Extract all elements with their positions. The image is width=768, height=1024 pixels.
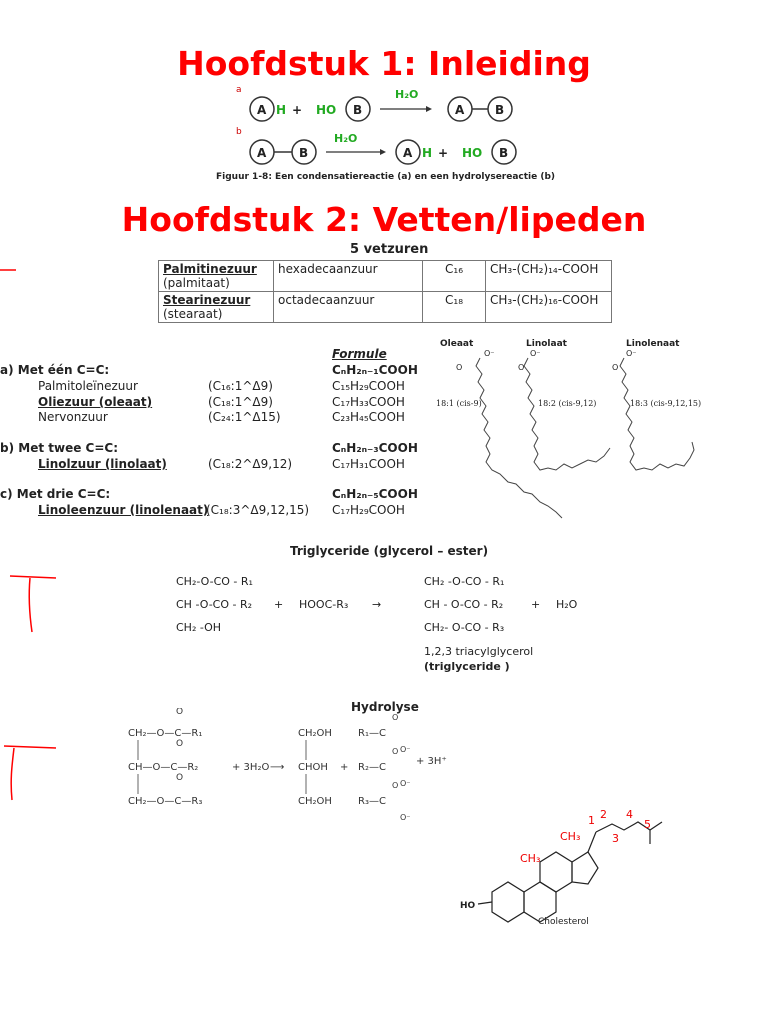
svg-text:H₂O: H₂O [334, 132, 358, 145]
svg-text:1: 1 [588, 814, 595, 827]
svg-text:R₁—C: R₁—C [358, 728, 386, 739]
svg-text:B: B [299, 146, 309, 160]
svg-text:CH₂OH: CH₂OH [298, 728, 332, 739]
figure-caption: Figuur 1-8: Een condensatiereactie (a) en een hydrolysereactie (b) [216, 172, 556, 182]
table-row: Stearinezuur (stearaat) octadecaanzuur C₁₈ CH₃-(CH₂)₁₆-COOH [159, 292, 612, 323]
group-HO: HO [316, 103, 337, 117]
svg-text:R₃—C: R₃—C [358, 796, 386, 807]
oleaat-label: Oleaat [440, 339, 474, 349]
svg-text:A: A [257, 146, 267, 160]
svg-text:A: A [455, 103, 465, 117]
svg-text:O: O [392, 781, 399, 790]
plus: + [292, 103, 303, 117]
svg-text:O⁻: O⁻ [626, 349, 637, 358]
chapter-1-title: Hoofdstuk 1: Inleiding [177, 44, 591, 83]
svg-text:5: 5 [644, 818, 651, 831]
group-H: H [276, 103, 287, 117]
svg-text:CH₃: CH₃ [520, 852, 541, 865]
fatty-acid-reagent: HOOC-R₃ [299, 598, 349, 611]
triglyceride-title: Triglyceride (glycerol – ester) [290, 544, 489, 558]
svg-text:A: A [403, 146, 413, 160]
label-a: a [236, 85, 242, 95]
oleaat-code: 18:1 (cis-9) [436, 399, 482, 408]
fatty-acid-structures [430, 334, 710, 524]
svg-text:HO: HO [462, 146, 483, 160]
linolaat-label: Linolaat [526, 339, 567, 349]
svg-text:O: O [518, 363, 525, 372]
svg-text:+: + [340, 762, 349, 773]
svg-text:CH₃: CH₃ [560, 830, 581, 843]
svg-text:O: O [612, 363, 619, 372]
svg-text:O⁻: O⁻ [530, 349, 541, 358]
svg-text:O: O [176, 739, 184, 749]
group-b-title: b) Met twee C=C: [0, 441, 118, 455]
svg-text:CHOH: CHOH [298, 762, 328, 773]
atom-A: A [257, 103, 267, 117]
vetzuren-title: 5 vetzuren [350, 242, 429, 257]
svg-text:4: 4 [626, 808, 633, 821]
formule-header: Formule [332, 347, 387, 361]
table-row: Palmitinezuur (palmitaat) hexadecaanzuur C₁₆ CH₃-(CH₂)₁₄-COOH [159, 261, 612, 292]
svg-text:O: O [392, 713, 399, 722]
svg-text:3: 3 [612, 832, 619, 845]
fatty-acid-table [158, 260, 612, 323]
handwritten-marks [0, 260, 60, 820]
svg-text:H: H [422, 146, 433, 160]
linolenaat-code: 18:3 (cis-9,12,15) [630, 399, 702, 408]
svg-text:O⁻: O⁻ [484, 349, 495, 358]
svg-text:CH₂—O—C—R₃: CH₂—O—C—R₃ [128, 796, 203, 807]
atom-B: B [353, 103, 363, 117]
condensation-hydrolysis-figure [230, 84, 550, 184]
svg-text:+ 3H₂O: + 3H₂O [232, 762, 270, 773]
svg-text:O: O [392, 747, 399, 756]
hydrolyse-title: Hydrolyse [351, 700, 419, 714]
svg-text:CH—O—C—R₂: CH—O—C—R₂ [128, 762, 199, 773]
triacylglycerol-name: 1,2,3 triacylglycerol [424, 645, 534, 658]
glycerol-diester: CH₂-O-CO - R₁ CH -O-CO - R₂ CH₂ -OH [176, 575, 253, 634]
svg-text:CH₂OH: CH₂OH [298, 796, 332, 807]
svg-text:R₂—C: R₂—C [358, 762, 386, 773]
svg-text:B: B [499, 146, 509, 160]
triglyceride-product: CH₂ -O-CO - R₁ CH - O-CO - R₂ CH₂- O-CO - R₃ [424, 575, 505, 634]
linolenaat-label: Linolenaat [626, 339, 680, 349]
svg-text:B: B [495, 103, 505, 117]
svg-text:O⁻: O⁻ [400, 813, 411, 822]
cholesterol-ho: HO [460, 901, 476, 911]
cholesterol-structure [452, 800, 682, 940]
svg-text:O⁻: O⁻ [400, 779, 411, 788]
label-b: b [236, 127, 242, 137]
group-c-title: c) Met drie C=C: [0, 487, 111, 501]
linolaat-code: 18:2 (cis-9,12) [538, 399, 597, 408]
water: H₂O [395, 88, 419, 101]
svg-text:+ 3H⁺: + 3H⁺ [416, 756, 447, 767]
svg-text:CH₂—O—C—R₁: CH₂—O—C—R₁ [128, 728, 203, 739]
svg-text:O: O [456, 363, 463, 372]
svg-text:+: + [438, 146, 449, 160]
cholesterol-label: Cholesterol [538, 917, 589, 927]
svg-text:2: 2 [600, 808, 607, 821]
svg-text:O: O [176, 773, 184, 783]
hydrolysis-equation [120, 708, 460, 828]
svg-text:O⁻: O⁻ [400, 745, 411, 754]
svg-text:O: O [176, 708, 184, 717]
triglyceride-name: (triglyceride ) [424, 660, 510, 673]
chapter-2-title: Hoofdstuk 2: Vetten/lipeden [121, 200, 647, 239]
group-a-title: a) Met één C=C: [0, 363, 110, 377]
svg-text:⟶: ⟶ [270, 762, 285, 773]
